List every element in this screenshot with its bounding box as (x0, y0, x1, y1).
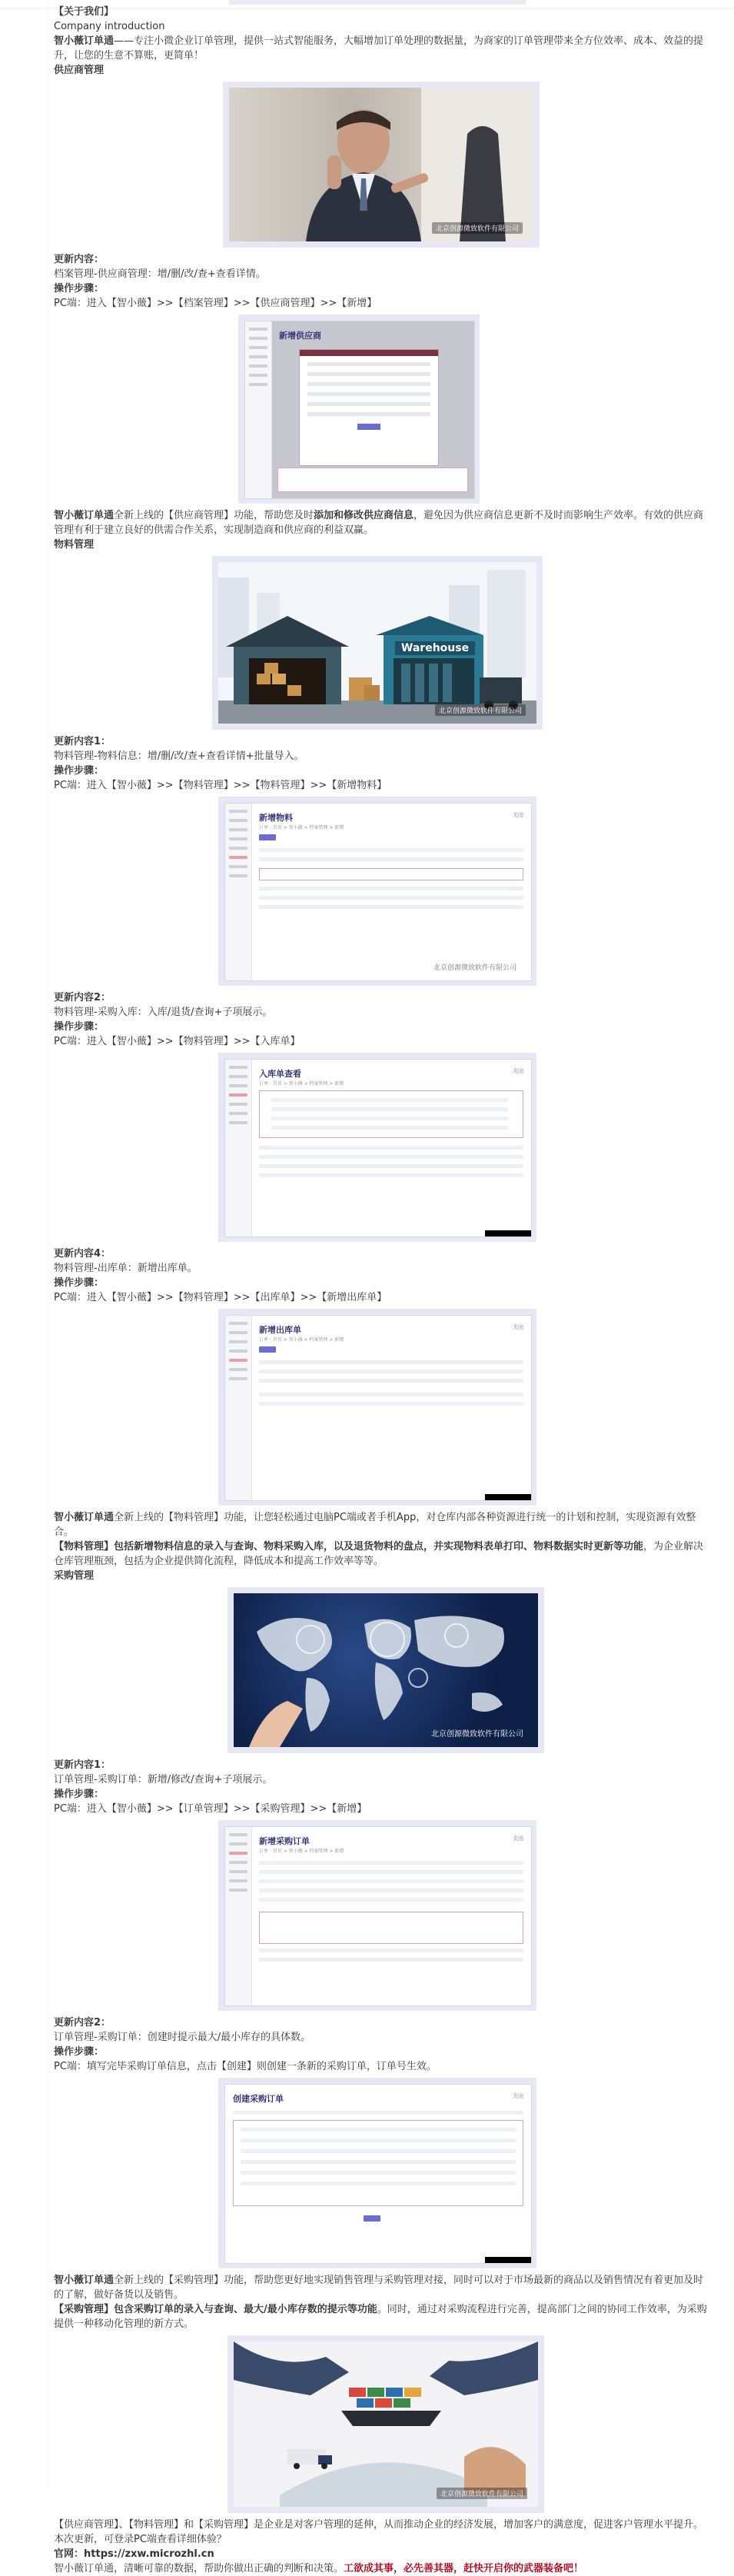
site-label: 官网： (54, 2548, 85, 2560)
purchase-heading: 采购管理 (54, 1570, 95, 1582)
screenshot-close: 关闭 (513, 1324, 523, 1330)
purchase-u2-text: 订单管理-采购订单：创建时提示最大/最小库存的具体数。 (54, 2032, 311, 2043)
summary-highlight: 【采购管理】包含采购订单的录入与查询、最大/最小库存数的提示等功能 (54, 2304, 377, 2315)
screenshot-button (259, 1346, 276, 1353)
purchase-u1-steps: PC端：进入【智小薇】>>【订单管理】>>【采购管理】>>【新增】 (54, 1803, 367, 1815)
screenshot-breadcrumb: 订单 · 首页 > 智小薇 > 档案管理 > 新增 (259, 1337, 344, 1343)
summary-text: 全新上线的【采购管理】功能，帮助您更好地实现销售管理与采购管理对接，同时可以对于市场最新的商品以及销售情况有着更加及时的了解，做好备货以及销售。 (54, 2275, 704, 2301)
purchase-u1-text: 订单管理-采购订单：新增/修改/查询+子项展示。 (54, 1774, 273, 1786)
material-u4-label: 更新内容4： (54, 1248, 111, 1260)
map-watermark: 北京创源微致软件有限公司 (431, 1730, 523, 1739)
supplier-update-label: 更新内容： (54, 254, 105, 265)
material-u4-steps-label: 操作步骤： (54, 1277, 105, 1289)
purchase-u2-steps-label: 操作步骤： (54, 2046, 105, 2058)
material-u2-text: 物料管理-采购入库：入库/退货/查询+子项展示。 (54, 1007, 273, 1018)
brand-name: 智小薇订单通 (54, 35, 115, 47)
screenshot-close: 关闭 (513, 2093, 523, 2099)
material-u4-steps: PC端：进入【智小薇】>>【物料管理】>>【出库单】>>【新增出库单】 (54, 1292, 387, 1303)
supplier-dialog (299, 349, 439, 466)
screenshot-title: 创建采购订单 (233, 2094, 284, 2104)
footer-slogan: 工欲成其事，必先善其器，赶快开启你的武器装备吧！ (344, 2563, 584, 2574)
summary-text: ，避免因为供应商信息更新不及时而影响生产效率。有效的供应商管理有利于建立良好的供需合作关系，实现制造商和供应商的利益双赢。 (54, 510, 704, 536)
screenshot-close: 关闭 (513, 812, 523, 818)
material-u2-steps-label: 操作步骤： (54, 1021, 105, 1033)
purchase-map-image (228, 1587, 544, 1753)
purchase-u2-label: 更新内容2： (54, 2017, 111, 2029)
purchase-screenshot-1 (218, 1820, 536, 2011)
summary-text: 全新上线的【物料管理】功能，让您轻松通过电脑PC端或者手机App，对仓库内部各种资源进行统一的计划和控制，实现资源有效整合。 (54, 1512, 696, 1538)
create-purchase-window (224, 2084, 532, 2264)
material-screenshot-2 (218, 1053, 536, 1242)
screenshot-sidebar (225, 1316, 252, 1500)
screenshot-breadcrumb: 订单 · 首页 > 智小薇 > 档案管理 > 新增 (259, 1849, 344, 1854)
screenshot-title: 入库单查看 (259, 1069, 301, 1079)
supplier-summary (54, 508, 711, 537)
screenshot-close: 关闭 (513, 1835, 523, 1842)
material-u1-steps: PC端：进入【智小薇】>>【物料管理】>>【物料管理】>>【新增物料】 (54, 780, 387, 791)
new-material-window (224, 803, 532, 981)
screenshot-title: 新增出库单 (259, 1325, 301, 1335)
warehouse-illustration (212, 556, 543, 730)
shot-watermark: 北京创源微致软件有限公司 (430, 961, 520, 973)
screenshot-sidebar (245, 321, 272, 498)
screenshot-title: 新增采购订单 (259, 1836, 310, 1846)
screenshot-title: 新增供应商 (279, 331, 321, 341)
about-title: 【关于我们】 (54, 6, 115, 18)
screenshot-close: 关闭 (513, 1068, 523, 1074)
footer-line-1: 【供应商管理】、【物料管理】和【采购管理】是企业是对客户管理的延伸，从而推动企业的经济发展，增加客户的满意度，促进客户管理水平提升。本次更新，可登录PC端查看详细体验？ (54, 2519, 704, 2545)
about-intro (54, 34, 711, 63)
site-link[interactable]: https://zxw.microzhl.cn (84, 2548, 214, 2560)
brand-name: 智小薇订单通 (54, 1512, 115, 1523)
supplier-steps-text: PC端：进入【智小薇】>>【档案管理】>>【供应商管理】>>【新增】 (54, 298, 377, 309)
outbound-window (224, 1315, 532, 1501)
screenshot-breadcrumb: 订单 · 首页 > 智小薇 > 档案管理 > 新增 (259, 1081, 344, 1087)
purchase-u2-steps: PC端：填写完毕采购订单信息，点击【创建】则创建一条新的采购订单，订单号生效。 (54, 2061, 437, 2072)
material-heading: 物料管理 (54, 539, 95, 551)
supplier-form-window (244, 321, 475, 499)
material-u4-text: 物料管理-出库单：新增出库单。 (54, 1263, 198, 1274)
supplier-heading: 供应商管理 (54, 65, 105, 76)
intro-text: ——专注小微企业订单管理，提供一站式智能服务，大幅增加订单处理的数据量，为商家的订单管理带来全方位效率、成本、效益的提升，让您的生意不算账，更简单！ (54, 35, 704, 62)
supplier-steps-label: 操作步骤： (54, 283, 105, 295)
screenshot-breadcrumb: 订单 · 首页 > 智小薇 > 档案管理 > 新增 (259, 825, 344, 830)
highlight-box (259, 1912, 523, 1944)
material-u1-steps-label: 操作步骤： (54, 765, 105, 777)
logistics-watermark: 北京创源微致软件有限公司 (437, 2488, 527, 2499)
screenshot-bar (485, 2257, 531, 2263)
warehouse-scene (218, 562, 536, 724)
screenshot-sidebar (225, 1827, 252, 2005)
purchase-screenshot-2 (218, 2078, 536, 2268)
world-map (234, 1593, 538, 1747)
supplier-photo (223, 82, 540, 248)
summary-highlight: 添加和修改供应商信息 (314, 510, 414, 521)
screenshot-button (259, 834, 276, 840)
businessman-illustration (229, 88, 533, 241)
material-screenshot-3 (218, 1309, 536, 1506)
footer-text: 智小薇订单通，清晰可靠的数据，帮助你做出正确的判断和决策。 (54, 2563, 344, 2574)
logistics-image (228, 2335, 544, 2513)
logistics-scene (234, 2341, 538, 2507)
supplier-photo-watermark: 北京创源微致软件有限公司 (432, 222, 523, 234)
purchase-summary-1 (54, 2273, 711, 2302)
material-u2-label: 更新内容2： (54, 992, 111, 1003)
supplier-table (277, 468, 468, 492)
footer-line-3 (54, 2561, 711, 2576)
screenshot-bar (485, 1230, 531, 1236)
purchase-u1-steps-label: 操作步骤： (54, 1789, 105, 1800)
material-summary-1 (54, 1510, 711, 1539)
material-u2-steps: PC端：进入【智小薇】>>【物料管理】>>【入库单】 (54, 1036, 301, 1047)
material-u1-label: 更新内容1： (54, 736, 111, 747)
about-subtitle: Company introduction (54, 21, 165, 32)
warehouse-sign: Warehouse (395, 641, 475, 655)
article (54, 5, 711, 2576)
highlight-box (259, 868, 523, 880)
supplier-screenshot (238, 315, 480, 504)
create-button (364, 2215, 380, 2222)
material-summary-2 (54, 1539, 711, 1569)
screenshot-sidebar (225, 804, 252, 980)
summary-text: ，为企业解决仓库管理瓶颈，包括为企业提供简化流程，降低成本和提高工作效率等等。 (54, 1541, 704, 1567)
purchase-summary-2 (54, 2302, 711, 2331)
purchase-u1-label: 更新内容1： (54, 1759, 111, 1771)
new-purchase-window (224, 1826, 532, 2006)
brand-name: 智小薇订单通 (54, 2275, 115, 2286)
screenshot-sidebar (225, 1060, 252, 1236)
summary-highlight: 【物料管理】包括新增物料信息的录入与查询、物料采购入库，以及退货物料的盘点，并实现物料表单打印、物料数据实时更新等功能 (54, 1541, 644, 1553)
summary-text: 全新上线的【供应商管理】功能，帮助您及时 (114, 510, 314, 521)
screenshot-title: 新增物料 (259, 813, 293, 823)
material-screenshot-1 (218, 797, 536, 986)
warehouse-watermark: 北京创源微致软件有限公司 (435, 704, 526, 716)
footer-site (54, 2547, 711, 2561)
inbound-window (224, 1059, 532, 1237)
brand-name: 智小薇订单通 (54, 510, 115, 521)
screenshot-bar (485, 1494, 531, 1500)
material-u1-text: 物料管理-物料信息：增/删/改/查+查看详情+批量导入。 (54, 751, 304, 762)
summary-text: 。同时，通过对采购流程进行完善，提高部门之间的协同工作效率，为采购提供一种移动化管理的新方式。 (54, 2304, 707, 2330)
supplier-update-text: 档案管理-供应商管理：增/删/改/查+查看详情。 (54, 268, 266, 280)
